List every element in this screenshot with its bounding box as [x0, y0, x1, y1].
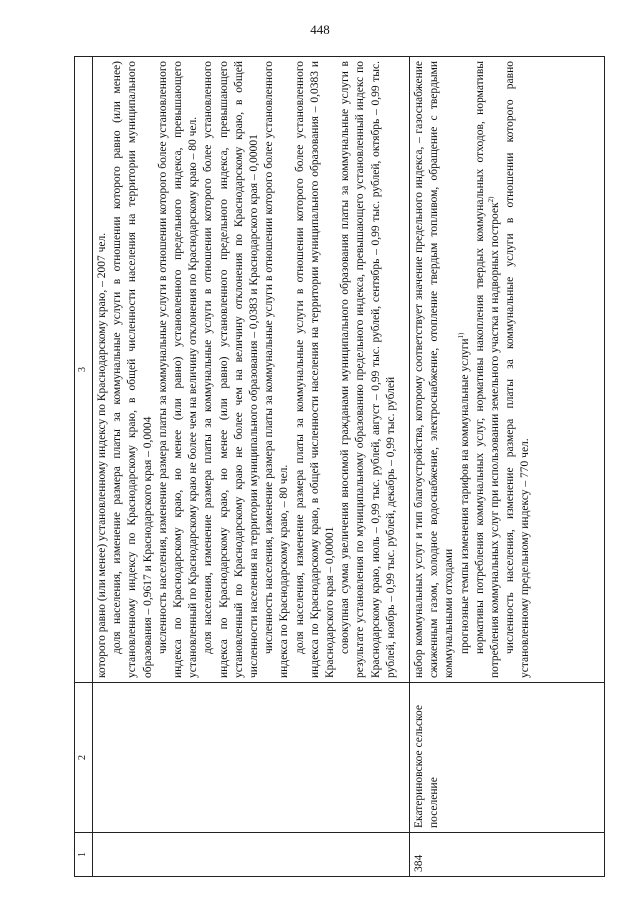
settlement-name-cell: Екатериновское сельское поселение [410, 683, 605, 833]
details-paragraph: численность населения, изменение размера платы за коммунальные услуги в отношении которого более установленного индекса по Краснодарскому краю, – 80 чел. [263, 61, 291, 678]
column-header: 3 [75, 57, 93, 683]
data-table [74, 56, 605, 877]
column-header: 2 [75, 683, 93, 833]
column-header: 1 [75, 833, 93, 877]
table-header-row [75, 57, 93, 877]
footnote-marker: 1) [456, 332, 465, 339]
paragraph-text: нормативы потребления коммунальных услуг, нормативы накопления твердых коммунальных отходов, нормативы потребления коммунальных услуг при использовании земельного участка и надворных построек [473, 61, 502, 678]
details-paragraph: доля населения, изменение размера платы за коммунальные услуги в отношении которого более установленного индекса по Краснодарскому краю, но менее (или равно) установленного предельного индекса, превышающего установленный по Краснодарскому краю не более чем на величину отклонения по Краснодарскому краю, в общей численности населения на территории муниципального образования – 0,0383 и Краснодарского края – 0,00001 [202, 61, 261, 678]
details-paragraph: которого равно (или менее) установленному индексу по Краснодарскому краю, – 2007 чел. [96, 232, 108, 678]
settlement-name-cell [93, 683, 410, 833]
page-number: 448 [310, 22, 330, 37]
details-paragraph [412, 61, 458, 678]
details-cell [93, 57, 410, 683]
paragraph-text: набор коммунальных услуг и тип благоустройства, которому соответствует значение предельного индекса, – газоснабжение сжиженным газом, холодное водоснабжение, электроснабжение, отопление твердым топливом, обращение с твердыми коммунальными отходами [413, 61, 456, 678]
row-number-cell [93, 833, 410, 877]
details-paragraph: численность населения, изменение размера платы за коммунальные услуги в отношении которого более установленного индекса по Краснодарскому краю, но менее (или равно) установленного предельного индекса, превышающего установленный по Краснодарскому краю не более чем на величину отклонения по Краснодарскому краю – 80 чел. [156, 61, 200, 678]
details-paragraph: совокупная сумма увеличения вносимой гражданами муниципального образования платы за коммунальные услуги в результате установления по муниципальному образованию предельного индекса, превышающего установленный индекс по Краснодарскому краю, июль – 0,99 тыс. рублей, август – 0,99 тыс. рублей, сентябрь – 0,99 тыс. рублей, октябрь – 0,99 тыс. рублей, ноябрь – 0,99 тыс. рублей, декабрь – 0,99 тыс. рублей [339, 61, 397, 678]
details-paragraph [503, 61, 533, 678]
details-paragraph: доля населения, изменение размера платы за коммунальные услуги в отношении которого более установленного индекса по Краснодарскому краю, в общей численности населения на территории муниципального образования – 0,0383 и Краснодарского края – 0,00001 [293, 61, 337, 678]
details-cell [410, 57, 605, 683]
paragraph-text: численность населения, изменение размера платы за коммунальные услуги в отношении которого равно установленному предельному индексу – 770 чел. [504, 61, 532, 678]
details-paragraph: доля населения, изменение размера платы за коммунальные услуги в отношении которого равно (или менее) установленному индексу по Краснодарскому краю, в общей численности населения на территории муниципального образования – 0,9617 и Краснодарского края – 0,0004 [111, 61, 154, 678]
table-row [93, 57, 410, 877]
details-paragraph [458, 61, 473, 678]
paragraph-text: прогнозные темпы изменения тарифов на коммунальные услуги [458, 338, 471, 654]
details-paragraph [473, 61, 503, 678]
table-row [410, 57, 605, 877]
rotated-page-content [74, 57, 594, 877]
footnote-marker: 2) [487, 196, 496, 203]
row-number-cell: 384 [410, 833, 605, 877]
